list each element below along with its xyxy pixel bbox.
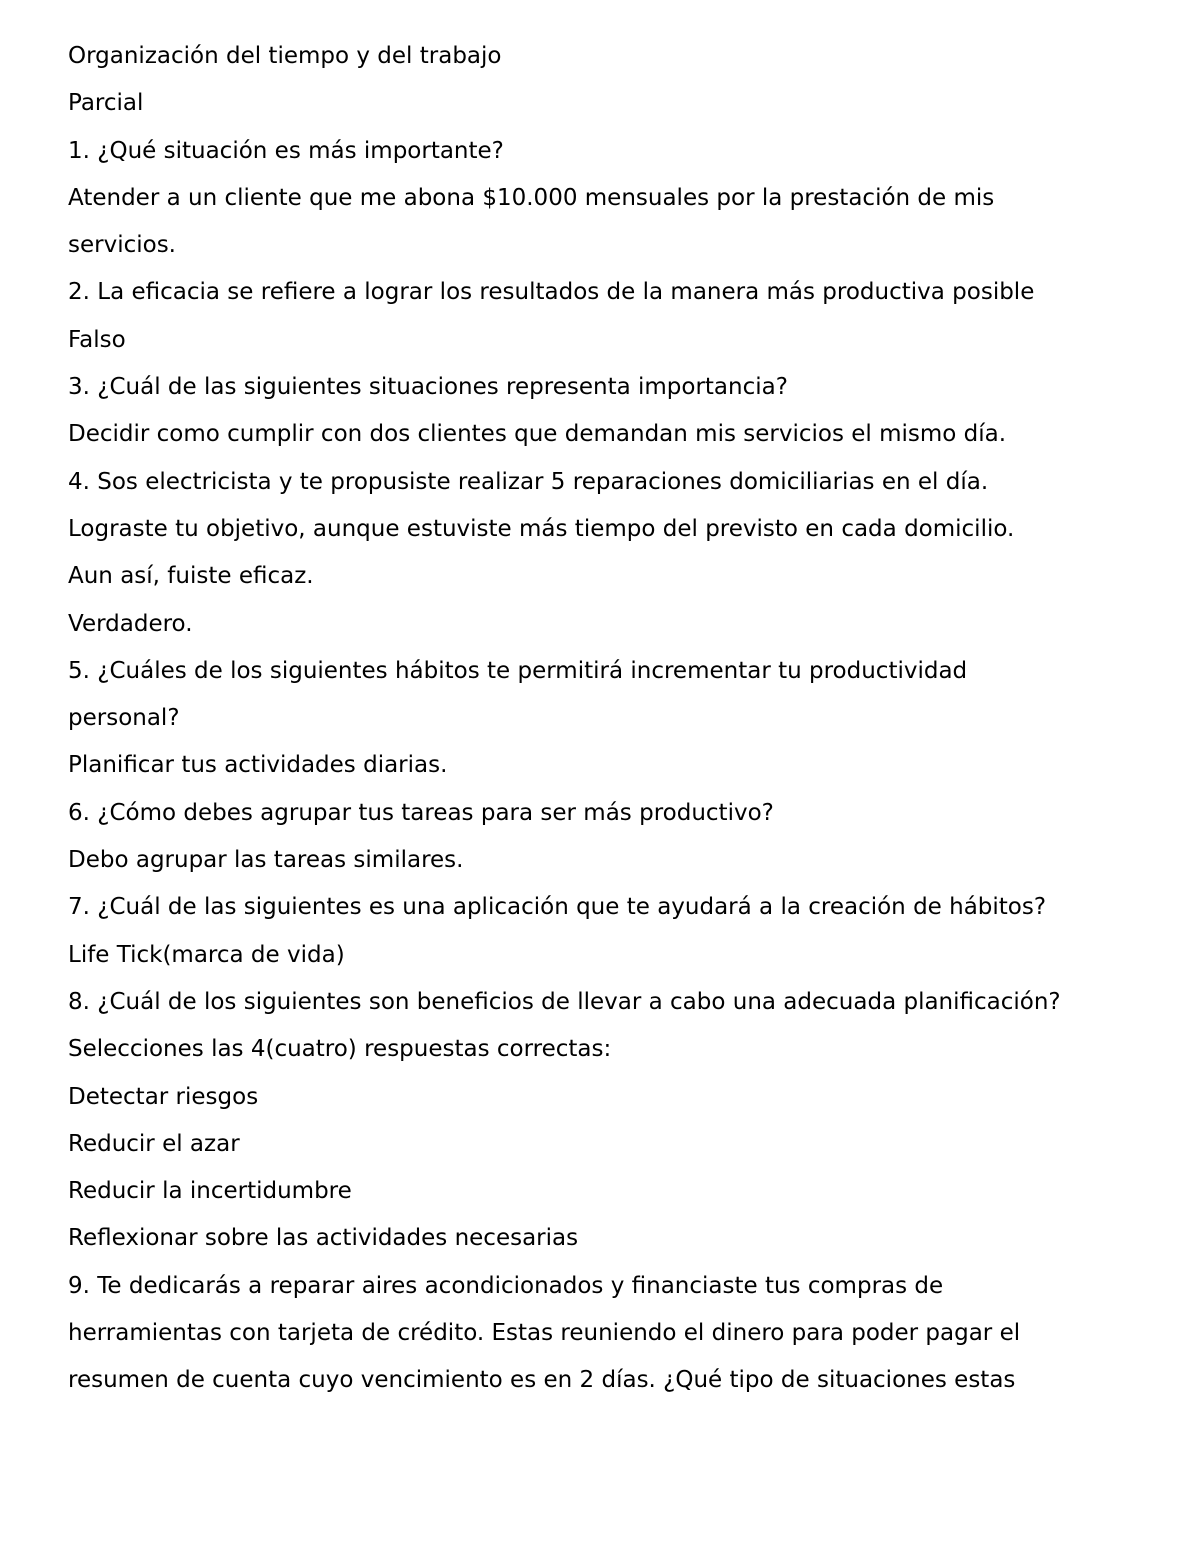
answer-3: Decidir como cumplir con dos clientes que demandan mis servicios el mismo día. <box>68 421 1007 448</box>
answer-8-item-4: Reflexionar sobre las actividades necesarias <box>68 1225 579 1252</box>
question-7: 7. ¿Cuál de las siguientes es una aplicación que te ayudará a la creación de hábitos? <box>68 894 1047 921</box>
answer-6: Debo agrupar las tareas similares. <box>68 847 464 874</box>
question-4-line-1: 4. Sos electricista y te propusiste realizar 5 reparaciones domiciliarias en el día. <box>68 468 989 495</box>
document-body <box>68 33 1178 1405</box>
question-5-line-1: 5. ¿Cuáles de los siguientes hábitos te permitirá incrementar tu productividad <box>68 657 968 684</box>
question-9-line-2: herramientas con tarjeta de crédito. Estas reuniendo el dinero para poder pagar el <box>68 1320 1021 1347</box>
answer-5: Planificar tus actividades diarias. <box>68 752 448 779</box>
question-8-instruction: Selecciones las 4(cuatro) respuestas correctas: <box>68 1036 612 1063</box>
answer-8-item-2: Reducir el azar <box>68 1130 240 1157</box>
question-2: 2. La eficacia se refiere a lograr los resultados de la manera más productiva posible <box>68 279 1035 306</box>
answer-8-item-3: Reducir la incertidumbre <box>68 1178 352 1205</box>
question-1: 1. ¿Qué situación es más importante? <box>68 137 504 164</box>
question-8: 8. ¿Cuál de los siguientes son beneficios de llevar a cabo una adecuada planificación? <box>68 988 1061 1015</box>
question-4-line-3: Aun así, fuiste eficaz. <box>68 563 314 590</box>
answer-2: Falso <box>68 326 126 353</box>
answer-1-line-1: Atender a un cliente que me abona $10.000 mensuales por la prestación de mis <box>68 184 995 211</box>
question-5-line-2: personal? <box>68 705 180 732</box>
answer-4: Verdadero. <box>68 610 193 637</box>
question-4-line-2: Lograste tu objetivo, aunque estuviste más tiempo del previsto en cada domicilio. <box>68 515 1015 542</box>
answer-1-line-2: servicios. <box>68 232 176 259</box>
question-6: 6. ¿Cómo debes agrupar tus tareas para ser más productivo? <box>68 799 774 826</box>
document-title: Organización del tiempo y del trabajo <box>68 43 502 69</box>
question-9-line-3: resumen de cuenta cuyo vencimiento es en 2 días. ¿Qué tipo de situaciones estas <box>68 1367 1016 1394</box>
answer-7: Life Tick(marca de vida) <box>68 941 345 968</box>
document-subtitle: Parcial <box>68 90 144 117</box>
question-3: 3. ¿Cuál de las siguientes situaciones representa importancia? <box>68 374 788 401</box>
answer-8-item-1: Detectar riesgos <box>68 1083 259 1110</box>
question-9-line-1: 9. Te dedicarás a reparar aires acondicionados y financiaste tus compras de <box>68 1272 944 1299</box>
